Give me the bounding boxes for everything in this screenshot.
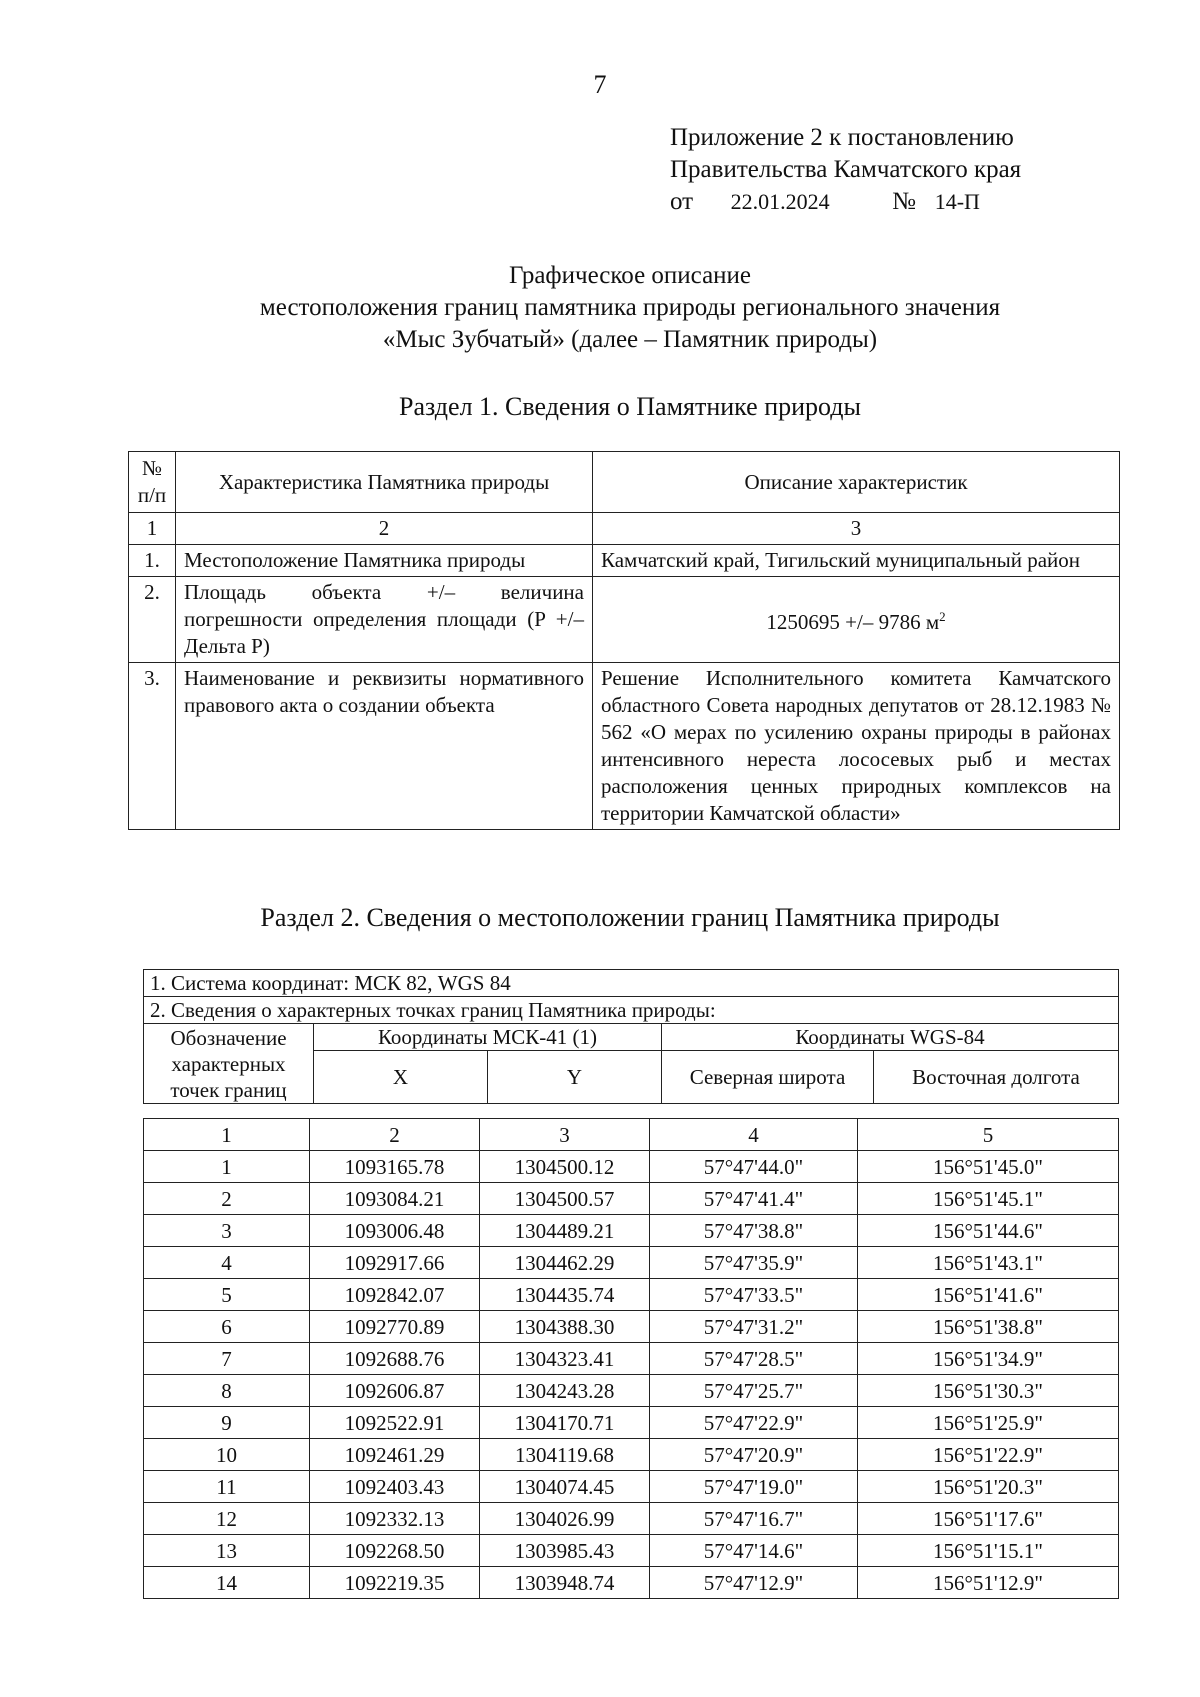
points-caption: 2. Сведения о характерных точках границ Памятника природы: <box>144 997 1119 1024</box>
point-id: 6 <box>144 1311 310 1343</box>
point-x: 1092606.87 <box>310 1375 480 1407</box>
header-east: Восточная долгота <box>874 1051 1119 1104</box>
area-unit-exponent: 2 <box>939 609 946 624</box>
table-row <box>144 1535 1119 1567</box>
system-row <box>144 970 1119 997</box>
point-y: 1304170.71 <box>480 1407 650 1439</box>
section1-heading: Раздел 1. Сведения о Памятнике природы <box>399 392 861 421</box>
page-number: 7 <box>593 70 607 99</box>
header-designation: Обозначение характерных точек границ <box>144 1024 314 1104</box>
table-header-row <box>129 452 1120 513</box>
point-east: 156°51'45.1" <box>858 1183 1119 1215</box>
row-number: 1. <box>129 545 176 577</box>
point-east: 156°51'38.8" <box>858 1311 1119 1343</box>
table-row <box>144 1183 1119 1215</box>
point-id: 4 <box>144 1247 310 1279</box>
table-row <box>144 1279 1119 1311</box>
col-number: 2 <box>176 513 593 545</box>
coordinate-system: 1. Система координат: МСК 82, WGS 84 <box>144 970 1119 997</box>
title-line3: «Мыс Зубчатый» (далее – Памятник природы) <box>382 326 878 353</box>
row-number: 3. <box>129 663 176 830</box>
header-north: Северная широта <box>662 1051 874 1104</box>
header-wgs: Координаты WGS-84 <box>662 1024 1119 1051</box>
table-row <box>144 1375 1119 1407</box>
point-east: 156°51'44.6" <box>858 1215 1119 1247</box>
section2-heading: Раздел 2. Сведения о местоположении границ Памятника природы <box>260 903 1000 932</box>
table-row <box>144 1247 1119 1279</box>
point-x: 1092770.89 <box>310 1311 480 1343</box>
table-row <box>144 1471 1119 1503</box>
point-y: 1304489.21 <box>480 1215 650 1247</box>
point-y: 1304243.28 <box>480 1375 650 1407</box>
point-id: 1 <box>144 1151 310 1183</box>
title-line1: Графическое описание <box>508 262 752 289</box>
table-row <box>129 577 1120 663</box>
row-description: Решение Исполнительного комитета Камчатского областного Совета народных депутатов от 28.12.1983 № 562 «О мерах по усилению охраны природы в районах интенсивного нереста лососевых рыб и местах расположения ценных природных комплексов на территории Камчатской области» <box>593 663 1120 830</box>
point-east: 156°51'15.1" <box>858 1535 1119 1567</box>
point-y: 1303948.74 <box>480 1567 650 1599</box>
point-x: 1092917.66 <box>310 1247 480 1279</box>
point-north: 57°47'33.5" <box>650 1279 858 1311</box>
title-line2: местоположения границ памятника природы регионального значения <box>259 294 1001 321</box>
point-y: 1303985.43 <box>480 1535 650 1567</box>
point-north: 57°47'20.9" <box>650 1439 858 1471</box>
appendix-date-row <box>670 186 1021 218</box>
point-id: 8 <box>144 1375 310 1407</box>
point-y: 1304500.57 <box>480 1183 650 1215</box>
table-row <box>144 1407 1119 1439</box>
row-description: Камчатский край, Тигильский муниципальный район <box>593 545 1120 577</box>
point-id: 5 <box>144 1279 310 1311</box>
caption-row <box>144 997 1119 1024</box>
column-number-row <box>129 513 1120 545</box>
number-sign: № <box>892 188 916 215</box>
point-east: 156°51'41.6" <box>858 1279 1119 1311</box>
col-number: 1 <box>144 1119 310 1151</box>
point-x: 1092842.07 <box>310 1279 480 1311</box>
row-characteristic: Местоположение Памятника природы <box>176 545 593 577</box>
point-id: 7 <box>144 1343 310 1375</box>
point-y: 1304435.74 <box>480 1279 650 1311</box>
table-row <box>144 1215 1119 1247</box>
point-east: 156°51'20.3" <box>858 1471 1119 1503</box>
point-x: 1092403.43 <box>310 1471 480 1503</box>
point-north: 57°47'41.4" <box>650 1183 858 1215</box>
point-y: 1304462.29 <box>480 1247 650 1279</box>
point-x: 1092522.91 <box>310 1407 480 1439</box>
table-row <box>144 1439 1119 1471</box>
point-x: 1092332.13 <box>310 1503 480 1535</box>
point-north: 57°47'25.7" <box>650 1375 858 1407</box>
row-characteristic: Наименование и реквизиты нормативного правового акта о создании объекта <box>176 663 593 830</box>
point-y: 1304119.68 <box>480 1439 650 1471</box>
table-row <box>129 663 1120 830</box>
point-east: 156°51'12.9" <box>858 1567 1119 1599</box>
point-id: 9 <box>144 1407 310 1439</box>
point-y: 1304074.45 <box>480 1471 650 1503</box>
table-row <box>144 1503 1119 1535</box>
row-description <box>593 577 1120 663</box>
point-x: 1093084.21 <box>310 1183 480 1215</box>
point-east: 156°51'45.0" <box>858 1151 1119 1183</box>
point-north: 57°47'28.5" <box>650 1343 858 1375</box>
section1-table <box>128 451 1120 830</box>
point-id: 13 <box>144 1535 310 1567</box>
col-number: 2 <box>310 1119 480 1151</box>
point-north: 57°47'16.7" <box>650 1503 858 1535</box>
header-num: № п/п <box>129 452 176 513</box>
point-y: 1304026.99 <box>480 1503 650 1535</box>
col-number: 5 <box>858 1119 1119 1151</box>
header-description: Описание характеристик <box>593 452 1120 513</box>
row-characteristic: Площадь объекта +/– величина погрешности определения площади (P +/– Дельта P) <box>176 577 593 663</box>
point-x: 1093006.48 <box>310 1215 480 1247</box>
point-north: 57°47'38.8" <box>650 1215 858 1247</box>
document-title <box>0 260 1200 356</box>
point-x: 1092461.29 <box>310 1439 480 1471</box>
point-east: 156°51'22.9" <box>858 1439 1119 1471</box>
point-id: 11 <box>144 1471 310 1503</box>
point-x: 1092688.76 <box>310 1343 480 1375</box>
appendix-header <box>670 122 1021 218</box>
point-id: 2 <box>144 1183 310 1215</box>
table-row <box>144 1567 1119 1599</box>
col-number: 3 <box>480 1119 650 1151</box>
date-prefix: от <box>670 188 694 215</box>
point-y: 1304388.30 <box>480 1311 650 1343</box>
header-x: X <box>314 1051 488 1104</box>
point-x: 1092268.50 <box>310 1535 480 1567</box>
point-east: 156°51'25.9" <box>858 1407 1119 1439</box>
appendix-date: 22.01.2024 <box>730 189 830 214</box>
table-row <box>144 1151 1119 1183</box>
appendix-line2: Правительства Камчатского края <box>670 156 1022 183</box>
section2-header-table <box>143 969 1119 1104</box>
appendix-line1: Приложение 2 к постановлению <box>670 124 1014 151</box>
row-number: 2. <box>129 577 176 663</box>
col-number: 1 <box>129 513 176 545</box>
table-row <box>129 545 1120 577</box>
area-value: 1250695 +/– 9786 м <box>766 610 940 634</box>
point-north: 57°47'31.2" <box>650 1311 858 1343</box>
table-row <box>144 1343 1119 1375</box>
point-north: 57°47'14.6" <box>650 1535 858 1567</box>
point-id: 12 <box>144 1503 310 1535</box>
point-north: 57°47'19.0" <box>650 1471 858 1503</box>
point-east: 156°51'30.3" <box>858 1375 1119 1407</box>
col-number: 3 <box>593 513 1120 545</box>
header-y: Y <box>488 1051 662 1104</box>
point-y: 1304500.12 <box>480 1151 650 1183</box>
point-id: 3 <box>144 1215 310 1247</box>
point-y: 1304323.41 <box>480 1343 650 1375</box>
point-id: 10 <box>144 1439 310 1471</box>
col-number: 4 <box>650 1119 858 1151</box>
point-id: 14 <box>144 1567 310 1599</box>
point-north: 57°47'12.9" <box>650 1567 858 1599</box>
point-east: 156°51'43.1" <box>858 1247 1119 1279</box>
point-east: 156°51'17.6" <box>858 1503 1119 1535</box>
points-table <box>143 1118 1119 1599</box>
point-east: 156°51'34.9" <box>858 1343 1119 1375</box>
table-row <box>144 1311 1119 1343</box>
point-x: 1092219.35 <box>310 1567 480 1599</box>
column-number-row <box>144 1119 1119 1151</box>
appendix-number: 14-П <box>934 189 980 214</box>
point-north: 57°47'44.0" <box>650 1151 858 1183</box>
point-north: 57°47'22.9" <box>650 1407 858 1439</box>
point-north: 57°47'35.9" <box>650 1247 858 1279</box>
header-characteristic: Характеристика Памятника природы <box>176 452 593 513</box>
header-msk: Координаты МСК-41 (1) <box>314 1024 662 1051</box>
group-header-row <box>144 1024 1119 1051</box>
point-x: 1093165.78 <box>310 1151 480 1183</box>
